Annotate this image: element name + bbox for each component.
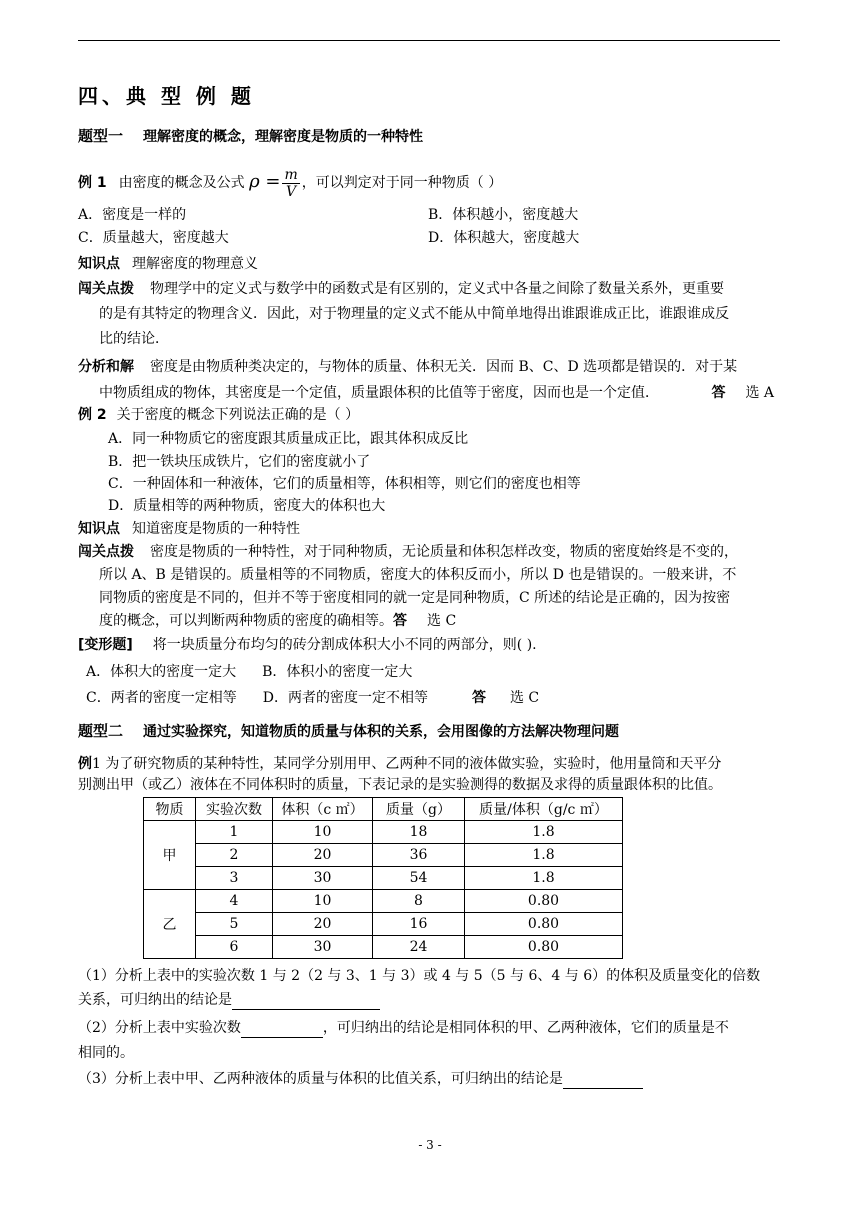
ex2-label: 例 2 [78, 407, 107, 423]
table-cell: 0.80 [465, 913, 623, 936]
ex1-question-post: ，可以判定对于同一种物质（ ） [301, 175, 503, 191]
type2-ex1-intro-line1 [78, 754, 780, 774]
table-cell: 8 [373, 890, 465, 913]
variant-options-row2 [86, 688, 780, 708]
section-title: 四、典 型 例 题 [78, 84, 255, 108]
ex1-analysis-line2 [99, 383, 780, 403]
table-cell: 1.8 [465, 821, 623, 844]
table-header-cell: 体积（c ㎡） [273, 798, 373, 821]
ex2-tip-line4 [99, 611, 780, 631]
q1-text: 关系，可归纳出的结论是 [78, 992, 232, 1008]
ex1-knowledge-text: 理解密度的物理意义 [132, 256, 258, 272]
ex2-tip-label: 闯关点拨 [78, 544, 134, 560]
ex1-label: 例 1 [78, 175, 107, 191]
table-row [144, 844, 623, 867]
table-row [144, 867, 623, 890]
ex1-tip-label: 闯关点拨 [78, 281, 134, 297]
ex2-question [78, 405, 780, 425]
table-cell: 20 [273, 913, 373, 936]
variant-option-d: D．两者的密度一定不相等 [262, 690, 428, 706]
type2-ex1-label: 例 [78, 756, 92, 772]
ex1-options-row2 [78, 228, 780, 248]
type2-ex1-intro-line2: 别测出甲（或乙）液体在不同体积时的质量，下表记录的是实验测得的数据及求得的质量跟体积的比值。 [78, 777, 722, 793]
ex2-knowledge-label: 知识点 [78, 521, 120, 537]
table-row [144, 913, 623, 936]
variant-answer-text: 选 C [509, 690, 540, 706]
page-number: - 3 - [418, 1138, 442, 1152]
table-cell: 0.80 [465, 890, 623, 913]
ex1-knowledge-label: 知识点 [78, 256, 120, 272]
table-cell: 1.8 [465, 867, 623, 890]
ex2-answer-label: 答 [393, 613, 407, 629]
type1-heading [78, 126, 780, 147]
ex2-option-d: D．质量相等的两种物质，密度大的体积也大 [108, 498, 386, 514]
q3-line [78, 1069, 780, 1089]
q2-text-a: （2）分析上表中实验次数 [78, 1020, 241, 1036]
ex2-tip-line2: 所以 A、B 是错误的。质量相等的不同物质，密度大的体积反而小，所以 D 也是错误的。一般来讲，不 [99, 567, 737, 583]
table-cell: 0.80 [465, 936, 623, 959]
table-cell: 10 [273, 890, 373, 913]
table-cell: 36 [373, 844, 465, 867]
q2-text-b: ，可归纳出的结论是相同体积的甲、乙两种液体，它们的质量是不 [322, 1020, 729, 1036]
q3-text: （3）分析上表中甲、乙两种液体的质量与体积的比值关系，可归纳出的结论是 [78, 1071, 563, 1087]
table-header-cell: 物质 [144, 798, 196, 821]
type1-title: 理解密度的概念，理解密度是物质的一种特性 [143, 129, 424, 145]
table-header-cell: 质量（g） [373, 798, 465, 821]
substance-cell: 乙 [144, 890, 196, 959]
ex2-knowledge [78, 519, 780, 539]
table-cell: 24 [373, 936, 465, 959]
table-cell: 4 [196, 890, 273, 913]
ex2-tip-4: 度的概念，可以判断两种物质的密度的确相等。 [99, 613, 393, 629]
header-rule [78, 40, 780, 41]
variant-answer-label: 答 [471, 690, 486, 706]
ex1-tip-line1 [78, 279, 780, 299]
ex2-question-text: 关于密度的概念下列说法正确的是（ ） [116, 407, 360, 423]
table-cell: 18 [373, 821, 465, 844]
formula-denominator: V [286, 183, 297, 200]
ex1-answer-label: 答 [711, 385, 726, 401]
variant-option-b: B．体积小的密度一定大 [262, 664, 413, 680]
rho-symbol: ρ = [249, 171, 281, 192]
ex1-analysis-1: 密度是由物质种类决定的，与物体的质量、体积无关．因而 B、C、D 选项都是错误的．对于某 [150, 359, 738, 375]
formula-numerator: m [284, 166, 298, 183]
ex2-knowledge-text: 知道密度是物质的一种特性 [132, 521, 300, 537]
ex1-option-b: B．体积越小，密度越大 [428, 207, 579, 223]
table-cell: 20 [273, 844, 373, 867]
variant-options-row1 [86, 662, 780, 682]
table-cell: 3 [196, 867, 273, 890]
ex1-option-a: A．密度是一样的 [78, 207, 187, 223]
variant-option-a: A．体积大的密度一定大 [86, 664, 237, 680]
ex1-tip-line3: 比的结论． [99, 331, 169, 347]
q1-line2 [78, 990, 780, 1010]
q2-line1 [78, 1018, 780, 1038]
ex2-option-c: C．一种固体和一种液体，它们的质量相等，体积相等，则它们的密度也相等 [108, 476, 581, 492]
ex2-option-a: A．同一种物质它的密度跟其质量成正比，跟其体积成反比 [108, 431, 469, 447]
substance-cell: 甲 [144, 821, 196, 890]
q3-answer-blank[interactable] [563, 1074, 643, 1089]
density-formula [282, 167, 299, 200]
ex1-option-c: C．质量越大，密度越大 [78, 230, 229, 246]
experiment-data-table [143, 797, 623, 959]
ex1-question [78, 164, 780, 200]
table-cell: 54 [373, 867, 465, 890]
table-row [144, 936, 623, 959]
table-cell: 10 [273, 821, 373, 844]
type2-heading [78, 721, 780, 742]
table-cell: 5 [196, 913, 273, 936]
table-cell: 1 [196, 821, 273, 844]
variant-question [78, 635, 780, 655]
table-row [144, 890, 623, 913]
type2-title: 通过实验探究，知道物质的质量与体积的关系，会用图像的方法解决物理问题 [143, 724, 620, 740]
ex2-tip-line3: 同物质的密度是不同的，但并不等于密度相同的就一定是同种物质，C 所述的结论是正确的，因为按密 [99, 590, 731, 606]
table-cell: 16 [373, 913, 465, 936]
ex1-knowledge [78, 254, 780, 274]
table-header-row [144, 798, 623, 821]
variant-label: [变形题] [78, 637, 133, 653]
q1-answer-blank[interactable] [232, 995, 380, 1010]
ex1-tip-line2: 的是有其特定的物理含义．因此，对于物理量的定义式不能从中简单地得出谁跟谁成正比，谁跟谁成反 [99, 306, 729, 322]
ex1-tip-1: 物理学中的定义式与数学中的函数式是有区别的，定义式中各量之间除了数量关系外，更重要 [150, 281, 724, 297]
ex1-options-row1 [78, 205, 780, 225]
ex1-analysis-line1 [78, 357, 780, 377]
type2-ex1-intro-1: 1 为了研究物质的某种特性，某同学分别用甲、乙两种不同的液体做实验，实验时，他用量筒和天平分 [92, 756, 722, 772]
ex1-option-d: D．体积越大，密度越大 [428, 230, 580, 246]
variant-question-text: 将一块质量分布均匀的砖分割成体积大小不同的两部分，则( ). [152, 637, 537, 653]
ex2-option-b: B．把一铁块压成铁片，它们的密度就小了 [108, 454, 371, 470]
ex2-tip-line1 [78, 542, 780, 562]
type1-label: 题型一 [78, 127, 124, 145]
table-cell: 2 [196, 844, 273, 867]
table-row [144, 821, 623, 844]
table-cell: 1.8 [465, 844, 623, 867]
table-cell: 6 [196, 936, 273, 959]
table-cell: 30 [273, 936, 373, 959]
q1-line1: （1）分析上表中的实验次数 1 与 2（2 与 3、1 与 3）或 4 与 5（5 与 6、4 与 6）的体积及质量变化的倍数 [78, 968, 761, 984]
ex1-analysis-label: 分析和解 [78, 359, 134, 375]
type2-label: 题型二 [78, 722, 124, 740]
ex1-answer-text: 选 A [745, 385, 774, 401]
table-cell: 30 [273, 867, 373, 890]
q2-answer-blank[interactable] [241, 1023, 323, 1038]
q2-line2: 相同的。 [78, 1045, 134, 1061]
table-header-cell: 质量/体积（g/c ㎡） [465, 798, 623, 821]
variant-option-c: C．两者的密度一定相等 [86, 690, 237, 706]
ex2-answer-text: 选 C [427, 613, 457, 629]
ex1-analysis-2: 中物质组成的物体，其密度是一个定值，质量跟体积的比值等于密度，因而也是一个定值． [99, 385, 659, 401]
ex2-tip-1: 密度是物质的一种特性，对于同种物质，无论质量和体积怎样改变，物质的密度始终是不变的， [150, 544, 738, 560]
ex1-question-pre: 由密度的概念及公式 [118, 175, 245, 191]
table-header-cell: 实验次数 [196, 798, 273, 821]
ex1-answer [711, 383, 774, 403]
